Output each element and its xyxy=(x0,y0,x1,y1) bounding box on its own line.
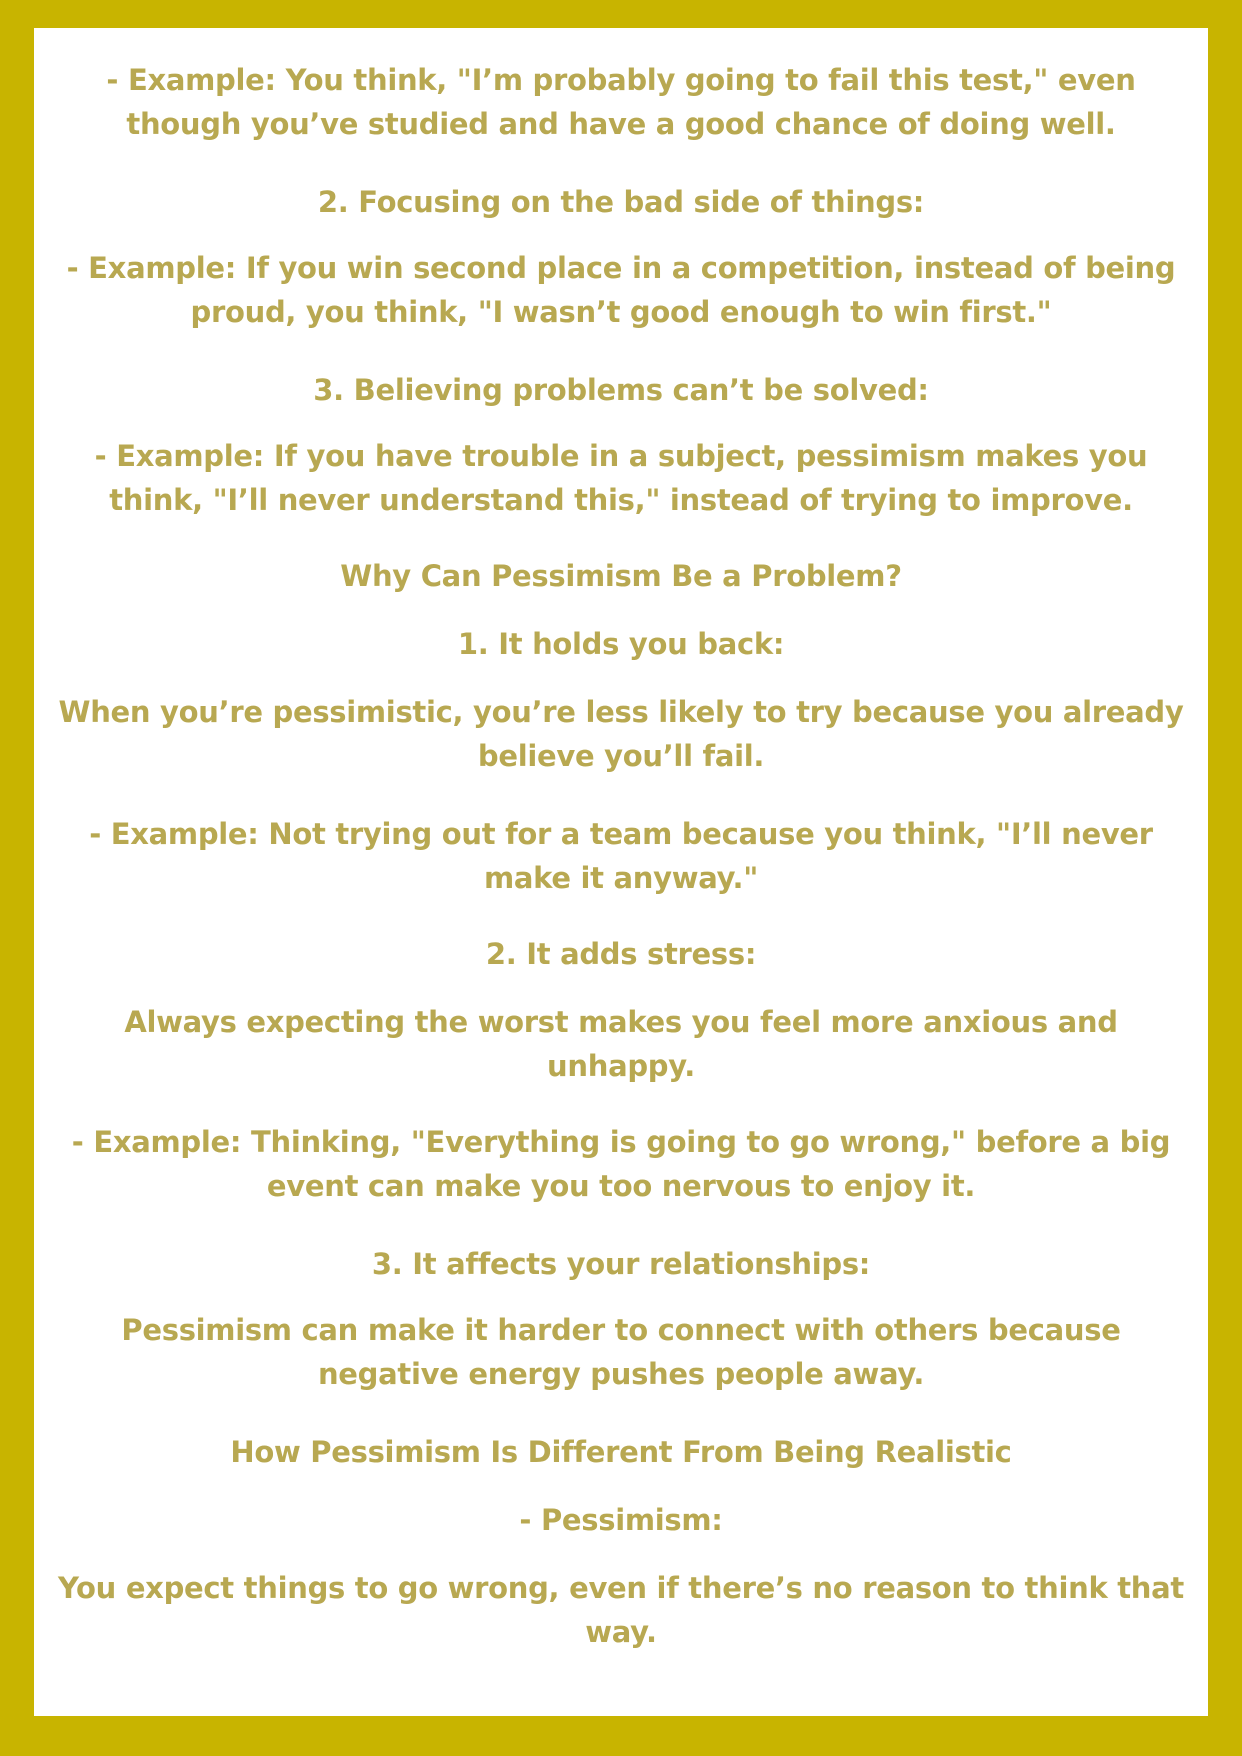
heading-pessimism-definition: - Pessimism: xyxy=(519,1503,723,1537)
paragraph-example-fail-test: - Example: You think, "I’m probably going to fail this test," even though you’ve studied and have a good chance of doing well. xyxy=(106,63,1136,141)
heading-affects-relationships: 3. It affects your relationships: xyxy=(371,1247,871,1281)
heading-pessimism-vs-realistic: How Pessimism Is Different From Being Realistic xyxy=(230,1435,1012,1469)
heading-why-pessimism-problem: Why Can Pessimism Be a Problem? xyxy=(340,559,902,593)
paragraph-example-trouble-subject: - Example: If you have trouble in a subject, pessimism makes you think, "I’ll never understand this," instead of trying to improve. xyxy=(94,439,1148,517)
page-content-area xyxy=(34,28,1208,1716)
paragraph-less-likely-to-try: When you’re pessimistic, you’re less likely to try because you already believe you’ll fail. xyxy=(58,695,1184,773)
paragraph-expecting-worst: Always expecting the worst makes you feel more anxious and unhappy. xyxy=(124,1005,1118,1083)
paragraph-example-team-tryout: - Example: Not trying out for a team because you think, "I’ll never make it anyway." xyxy=(89,817,1153,895)
heading-holds-you-back: 1. It holds you back: xyxy=(457,627,785,661)
document-body xyxy=(34,28,1208,1716)
paragraph-expect-things-wrong: You expect things to go wrong, even if there’s no reason to think that way. xyxy=(58,1571,1184,1649)
heading-believing-problems: 3. Believing problems can’t be solved: xyxy=(313,373,929,407)
heading-adds-stress: 2. It adds stress: xyxy=(485,937,757,971)
paragraph-example-second-place: - Example: If you win second place in a competition, instead of being proud, you think, "I wasn’t good enough to win first." xyxy=(66,251,1176,329)
paragraph-negative-energy: Pessimism can make it harder to connect with others because negative energy pushes people away. xyxy=(121,1313,1121,1391)
heading-focusing-bad-side: 2. Focusing on the bad side of things: xyxy=(317,185,925,219)
paragraph-example-big-event: - Example: Thinking, "Everything is going to go wrong," before a big event can make you too nervous to enjoy it. xyxy=(71,1125,1171,1203)
